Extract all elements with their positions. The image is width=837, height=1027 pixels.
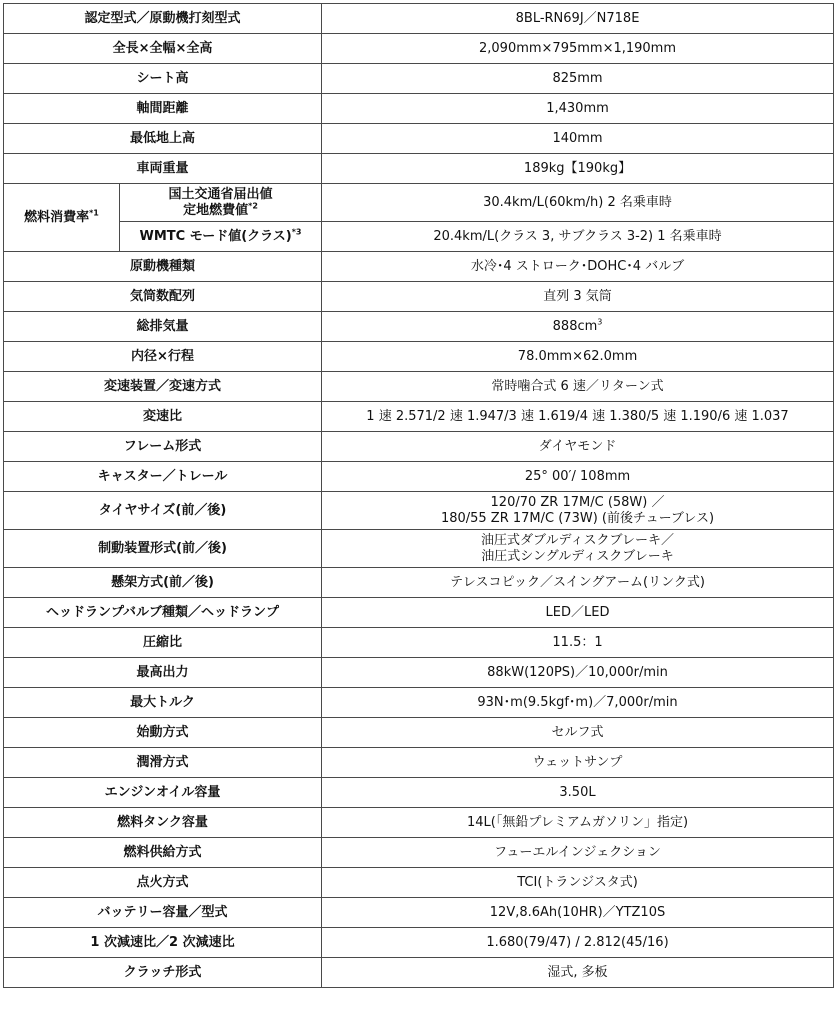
spec-label: 1 次減速比／2 次減速比 bbox=[4, 928, 322, 958]
spec-label: 最大トルク bbox=[4, 688, 322, 718]
spec-value: LED／LED bbox=[322, 598, 834, 628]
spec-label: 軸間距離 bbox=[4, 94, 322, 124]
spec-label: 燃料タンク容量 bbox=[4, 808, 322, 838]
table-row bbox=[4, 898, 834, 928]
table-row bbox=[4, 958, 834, 988]
spec-value: ウェットサンプ bbox=[322, 748, 834, 778]
table-row bbox=[4, 718, 834, 748]
table-row bbox=[4, 342, 834, 372]
table-row bbox=[4, 492, 834, 530]
table-row bbox=[4, 154, 834, 184]
table-row bbox=[4, 124, 834, 154]
table-row bbox=[4, 628, 834, 658]
spec-label: 気筒数配列 bbox=[4, 282, 322, 312]
table-row bbox=[4, 658, 834, 688]
spec-label: クラッチ形式 bbox=[4, 958, 322, 988]
table-row bbox=[4, 530, 834, 568]
footnote-mark: *2 bbox=[248, 201, 258, 211]
spec-label: 車両重量 bbox=[4, 154, 322, 184]
table-row bbox=[4, 252, 834, 282]
spec-label: 始動方式 bbox=[4, 718, 322, 748]
table-row bbox=[4, 568, 834, 598]
table-row bbox=[4, 64, 834, 94]
footnote-mark: *1 bbox=[89, 208, 99, 218]
spec-label: ヘッドランプバルブ種類／ヘッドランプ bbox=[4, 598, 322, 628]
spec-value: 湿式, 多板 bbox=[322, 958, 834, 988]
footnote-mark: *3 bbox=[291, 227, 302, 237]
spec-value: 2,090mm×795mm×1,190mm bbox=[322, 34, 834, 64]
spec-label: 変速比 bbox=[4, 402, 322, 432]
spec-label: 制動装置形式(前／後) bbox=[4, 530, 322, 568]
table-row bbox=[4, 372, 834, 402]
spec-value: 12V,8.6Ah(10HR)／YTZ10S bbox=[322, 898, 834, 928]
spec-value: フューエルインジェクション bbox=[322, 838, 834, 868]
spec-label: 燃料供給方式 bbox=[4, 838, 322, 868]
brake-front: 油圧式ダブルディスクブレーキ／ bbox=[481, 532, 674, 548]
spec-value: 直列 3 気筒 bbox=[322, 282, 834, 312]
spec-label: エンジンオイル容量 bbox=[4, 778, 322, 808]
fuel-sub-label-official bbox=[120, 184, 322, 222]
table-row bbox=[4, 928, 834, 958]
spec-value: 93N･m(9.5kgf･m)／7,000r/min bbox=[322, 688, 834, 718]
spec-value: 3.50L bbox=[322, 778, 834, 808]
displacement-value: 888cm bbox=[552, 318, 598, 334]
spec-label: 圧縮比 bbox=[4, 628, 322, 658]
fuel-label-text: 燃料消費率 bbox=[24, 209, 90, 225]
spec-value: 189kg【190kg】 bbox=[322, 154, 834, 184]
fuel-sub-label-wmtc bbox=[120, 222, 322, 252]
spec-value: 14L(「無鉛プレミアムガソリン」指定) bbox=[322, 808, 834, 838]
spec-value: 78.0mm×62.0mm bbox=[322, 342, 834, 372]
spec-label: バッテリー容量／型式 bbox=[4, 898, 322, 928]
table-row bbox=[4, 184, 834, 222]
spec-value: 1.680(79/47) / 2.812(45/16) bbox=[322, 928, 834, 958]
fuel-consumption-label bbox=[4, 184, 120, 252]
spec-label: キャスター／トレール bbox=[4, 462, 322, 492]
spec-value: テレスコピック／スイングアーム(リンク式) bbox=[322, 568, 834, 598]
spec-value: 825mm bbox=[322, 64, 834, 94]
spec-value: 25° 00′/ 108mm bbox=[322, 462, 834, 492]
spec-label: フレーム形式 bbox=[4, 432, 322, 462]
table-row bbox=[4, 34, 834, 64]
table-row bbox=[4, 868, 834, 898]
spec-value: 水冷･4 ストローク･DOHC･4 バルブ bbox=[322, 252, 834, 282]
spec-label: 最高出力 bbox=[4, 658, 322, 688]
table-row bbox=[4, 402, 834, 432]
spec-label: 点火方式 bbox=[4, 868, 322, 898]
spec-label: タイヤサイズ(前／後) bbox=[4, 492, 322, 530]
tire-size-front: 120/70 ZR 17M/C (58W) ／ bbox=[490, 494, 665, 510]
spec-label: 認定型式／原動機打刻型式 bbox=[4, 4, 322, 34]
table-row bbox=[4, 598, 834, 628]
table-row bbox=[4, 282, 834, 312]
spec-value: セルフ式 bbox=[322, 718, 834, 748]
spec-value: TCI(トランジスタ式) bbox=[322, 868, 834, 898]
spec-value bbox=[322, 530, 834, 568]
spec-label: シート高 bbox=[4, 64, 322, 94]
spec-label: 懸架方式(前／後) bbox=[4, 568, 322, 598]
spec-value: 11.5：1 bbox=[322, 628, 834, 658]
spec-value: 常時噛合式 6 速／リターン式 bbox=[322, 372, 834, 402]
spec-value: ダイヤモンド bbox=[322, 432, 834, 462]
spec-label: 内径×行程 bbox=[4, 342, 322, 372]
tire-size-rear: 180/55 ZR 17M/C (73W) (前後チューブレス) bbox=[440, 510, 715, 526]
superscript: 3 bbox=[597, 317, 603, 327]
table-row bbox=[4, 312, 834, 342]
spec-label: 最低地上高 bbox=[4, 124, 322, 154]
table-row bbox=[4, 222, 834, 252]
table-row bbox=[4, 94, 834, 124]
spec-value: 8BL-RN69J／N718E bbox=[322, 4, 834, 34]
spec-label: 総排気量 bbox=[4, 312, 322, 342]
table-row bbox=[4, 4, 834, 34]
table-row bbox=[4, 808, 834, 838]
spec-value: 88kW(120PS)／10,000r/min bbox=[322, 658, 834, 688]
table-row bbox=[4, 688, 834, 718]
spec-value: 1,430mm bbox=[322, 94, 834, 124]
table-row bbox=[4, 778, 834, 808]
fuel-sub-label-line2: 定地燃費値 bbox=[183, 202, 249, 218]
spec-label: 原動機種類 bbox=[4, 252, 322, 282]
spec-value bbox=[322, 492, 834, 530]
spec-label: 変速装置／変速方式 bbox=[4, 372, 322, 402]
spec-value bbox=[322, 312, 834, 342]
spec-value: 30.4km/L(60km/h) 2 名乗車時 bbox=[322, 184, 834, 222]
table-row bbox=[4, 432, 834, 462]
spec-label: 潤滑方式 bbox=[4, 748, 322, 778]
spec-table bbox=[3, 3, 834, 988]
fuel-sub-label-wmtc-text: WMTC モード値(クラス) bbox=[139, 228, 292, 244]
spec-value: 20.4km/L(クラス 3, サブクラス 3-2) 1 名乗車時 bbox=[322, 222, 834, 252]
spec-value: 140mm bbox=[322, 124, 834, 154]
table-row bbox=[4, 748, 834, 778]
table-row bbox=[4, 462, 834, 492]
spec-label: 全長×全幅×全高 bbox=[4, 34, 322, 64]
table-row bbox=[4, 838, 834, 868]
spec-value: 1 速 2.571/2 速 1.947/3 速 1.619/4 速 1.380/5 速 1.190/6 速 1.037 bbox=[322, 402, 834, 432]
fuel-sub-label-line1: 国土交通省届出値 bbox=[168, 186, 273, 202]
brake-rear: 油圧式シングルディスクブレーキ bbox=[481, 548, 674, 564]
